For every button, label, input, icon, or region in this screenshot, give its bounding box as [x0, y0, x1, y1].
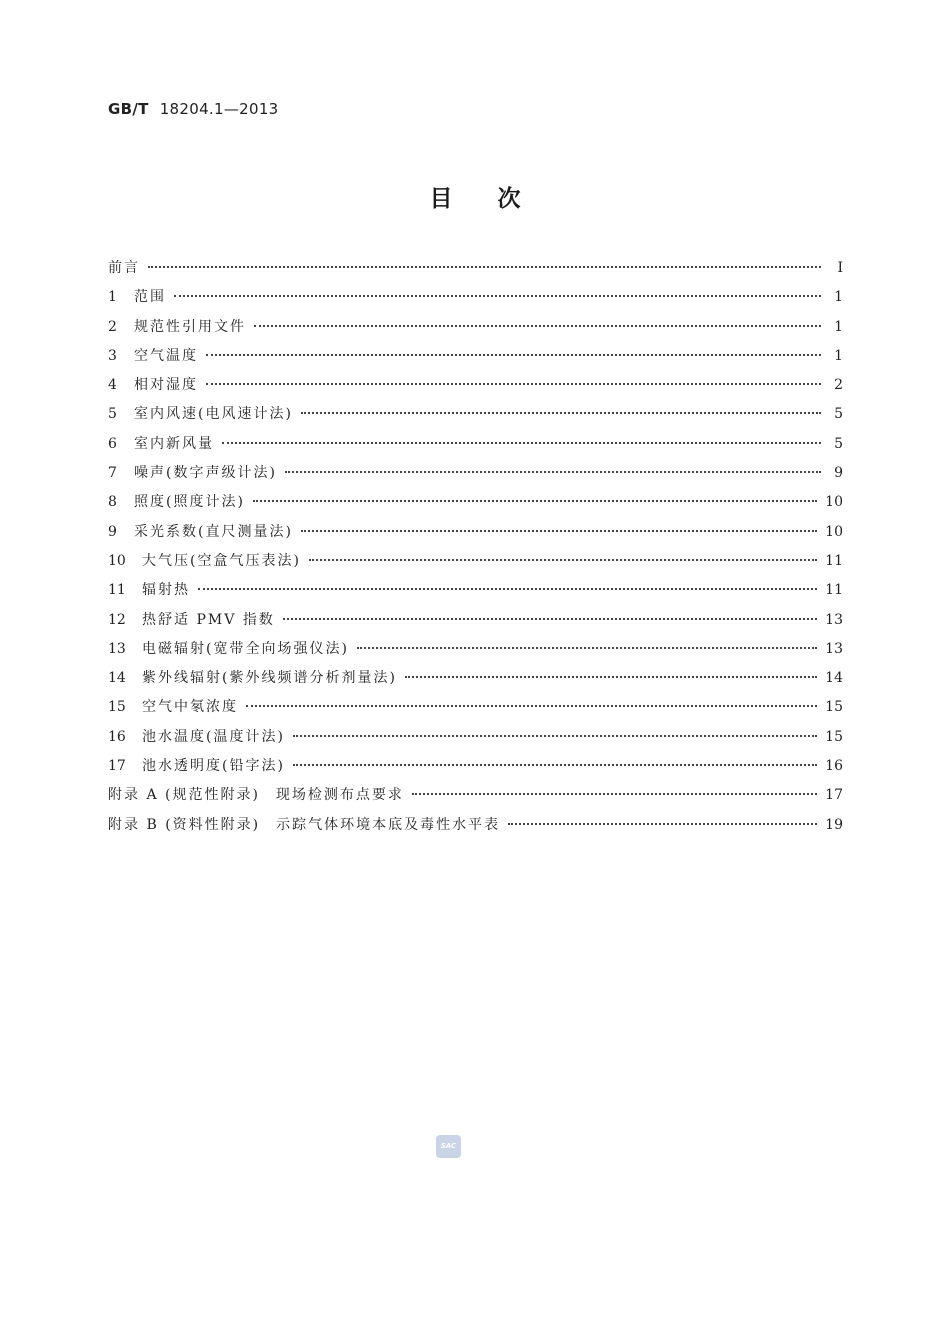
toc-entry-page: 11 — [825, 552, 843, 569]
toc-entry-page: 1 — [834, 289, 843, 306]
toc-entry-label: 附录 B (资料性附录) 示踪气体环境本底及毒性水平表 — [108, 816, 501, 833]
toc-leader-dots — [283, 618, 817, 620]
toc-leader-dots — [174, 295, 821, 297]
toc-leader-dots — [222, 442, 821, 444]
toc-entry-number: 12 — [108, 611, 126, 628]
toc-entry-number: 8 — [108, 494, 117, 511]
toc-leader-dots — [253, 500, 817, 502]
toc-entry-page: 16 — [825, 758, 843, 775]
toc-entry-label: 范围 — [134, 289, 166, 306]
toc-entry-number: 9 — [108, 523, 117, 540]
toc-entry-label: 照度(照度计法) — [134, 494, 245, 511]
toc-entry-page: 10 — [825, 494, 843, 511]
toc-entry[interactable] — [108, 374, 843, 403]
toc-leader-dots — [246, 705, 817, 707]
toc-leader-dots — [508, 823, 817, 825]
toc-entry[interactable] — [108, 433, 843, 462]
toc-entry-page: 2 — [834, 377, 843, 394]
toc-entry-number: 10 — [108, 552, 126, 569]
toc-leader-dots — [301, 412, 821, 414]
toc-entry-label: 附录 A (规范性附录) 现场检测布点要求 — [108, 787, 404, 804]
toc-leader-dots — [309, 559, 817, 561]
toc-entry[interactable] — [108, 638, 843, 667]
toc-entry-label: 规范性引用文件 — [134, 318, 246, 335]
toc-entry-number: 1 — [108, 289, 117, 306]
toc-entry-page: 5 — [834, 406, 843, 423]
toc-entry[interactable] — [108, 726, 843, 755]
toc-entry[interactable] — [108, 667, 843, 696]
toc-leader-dots — [206, 354, 821, 356]
standard-code — [108, 100, 279, 118]
toc-entry[interactable] — [108, 579, 843, 608]
toc-entry[interactable] — [108, 521, 843, 550]
toc-entry-number: 15 — [108, 699, 126, 716]
toc-entry-label: 采光系数(直尺测量法) — [134, 523, 293, 540]
toc-entry-number: 5 — [108, 406, 117, 423]
toc-entry-page: 15 — [825, 728, 843, 745]
toc-entry-number: 13 — [108, 640, 126, 657]
toc-entry[interactable] — [108, 345, 843, 374]
toc-leader-dots — [412, 793, 817, 795]
toc-entry[interactable] — [108, 316, 843, 345]
toc-entry-page: 9 — [834, 465, 843, 482]
toc-leader-dots — [198, 588, 817, 590]
toc-entry-page: Ⅰ — [837, 260, 843, 276]
toc-entry-page: 13 — [825, 611, 843, 628]
toc-entry-label: 大气压(空盒气压表法) — [142, 552, 301, 569]
toc-entry[interactable] — [108, 550, 843, 579]
toc-entry-label: 噪声(数字声级计法) — [134, 465, 277, 482]
toc-entry[interactable] — [108, 609, 843, 638]
toc-entry-page: 17 — [825, 787, 843, 804]
toc-entry-label: 热舒适 PMV 指数 — [142, 611, 275, 628]
toc-entry-label: 池水温度(温度计法) — [142, 728, 285, 745]
toc-entry-number: 7 — [108, 465, 117, 482]
toc-entry-number: 14 — [108, 670, 126, 687]
toc-entry-label: 紫外线辐射(紫外线频谱分析剂量法) — [142, 670, 397, 687]
toc-entry[interactable] — [108, 462, 843, 491]
page-title: 目次 — [429, 186, 566, 212]
sac-watermark-logo: SAC — [436, 1135, 461, 1158]
toc-entry-number: 6 — [108, 435, 117, 452]
toc-entry-number: 17 — [108, 758, 126, 775]
toc-entry-page: 5 — [834, 435, 843, 452]
toc-entry-number: 4 — [108, 377, 117, 394]
toc-entry-page: 11 — [825, 582, 843, 599]
toc-leader-dots — [285, 471, 821, 473]
toc-entry[interactable] — [108, 491, 843, 520]
toc-leader-dots — [293, 764, 817, 766]
toc-entry[interactable] — [108, 814, 843, 843]
toc-entry-label: 室内新风量 — [134, 435, 214, 452]
toc-leader-dots — [148, 266, 821, 268]
toc-entry-label: 空气温度 — [134, 347, 198, 364]
toc-entry-page: 14 — [825, 670, 843, 687]
standard-prefix: GB/T — [108, 100, 149, 118]
toc-entry-label: 辐射热 — [142, 582, 190, 599]
toc-entry-page: 1 — [834, 347, 843, 364]
toc-entry-label: 室内风速(电风速计法) — [134, 406, 293, 423]
toc-entry[interactable] — [108, 784, 843, 813]
toc-entry[interactable] — [108, 403, 843, 432]
toc-entry[interactable] — [108, 286, 843, 315]
toc-entry-label: 池水透明度(铅字法) — [142, 758, 285, 775]
toc-entry-label: 电磁辐射(宽带全向场强仪法) — [142, 640, 349, 657]
toc-entry-page: 1 — [834, 318, 843, 335]
toc-entry-page: 19 — [825, 816, 843, 833]
toc-leader-dots — [357, 647, 817, 649]
toc-leader-dots — [405, 676, 817, 678]
toc-entry-number: 2 — [108, 318, 117, 335]
toc-entry-page: 15 — [825, 699, 843, 716]
toc-leader-dots — [206, 383, 821, 385]
toc-entry-label: 空气中氡浓度 — [142, 699, 238, 716]
toc-entry-number: 11 — [108, 582, 126, 599]
standard-number: 18204.1—2013 — [159, 100, 279, 118]
toc-entry-label: 相对湿度 — [134, 377, 198, 394]
toc-entry-label: 前言 — [108, 260, 140, 276]
toc-entry-number: 3 — [108, 347, 117, 364]
table-of-contents — [108, 257, 843, 843]
toc-entry-page: 10 — [825, 523, 843, 540]
toc-entry-page: 13 — [825, 640, 843, 657]
toc-entry[interactable] — [108, 755, 843, 784]
toc-entry[interactable] — [108, 696, 843, 725]
toc-leader-dots — [254, 325, 821, 327]
toc-entry[interactable] — [108, 257, 843, 286]
toc-leader-dots — [293, 735, 817, 737]
toc-entry-number: 16 — [108, 728, 126, 745]
toc-leader-dots — [301, 530, 817, 532]
